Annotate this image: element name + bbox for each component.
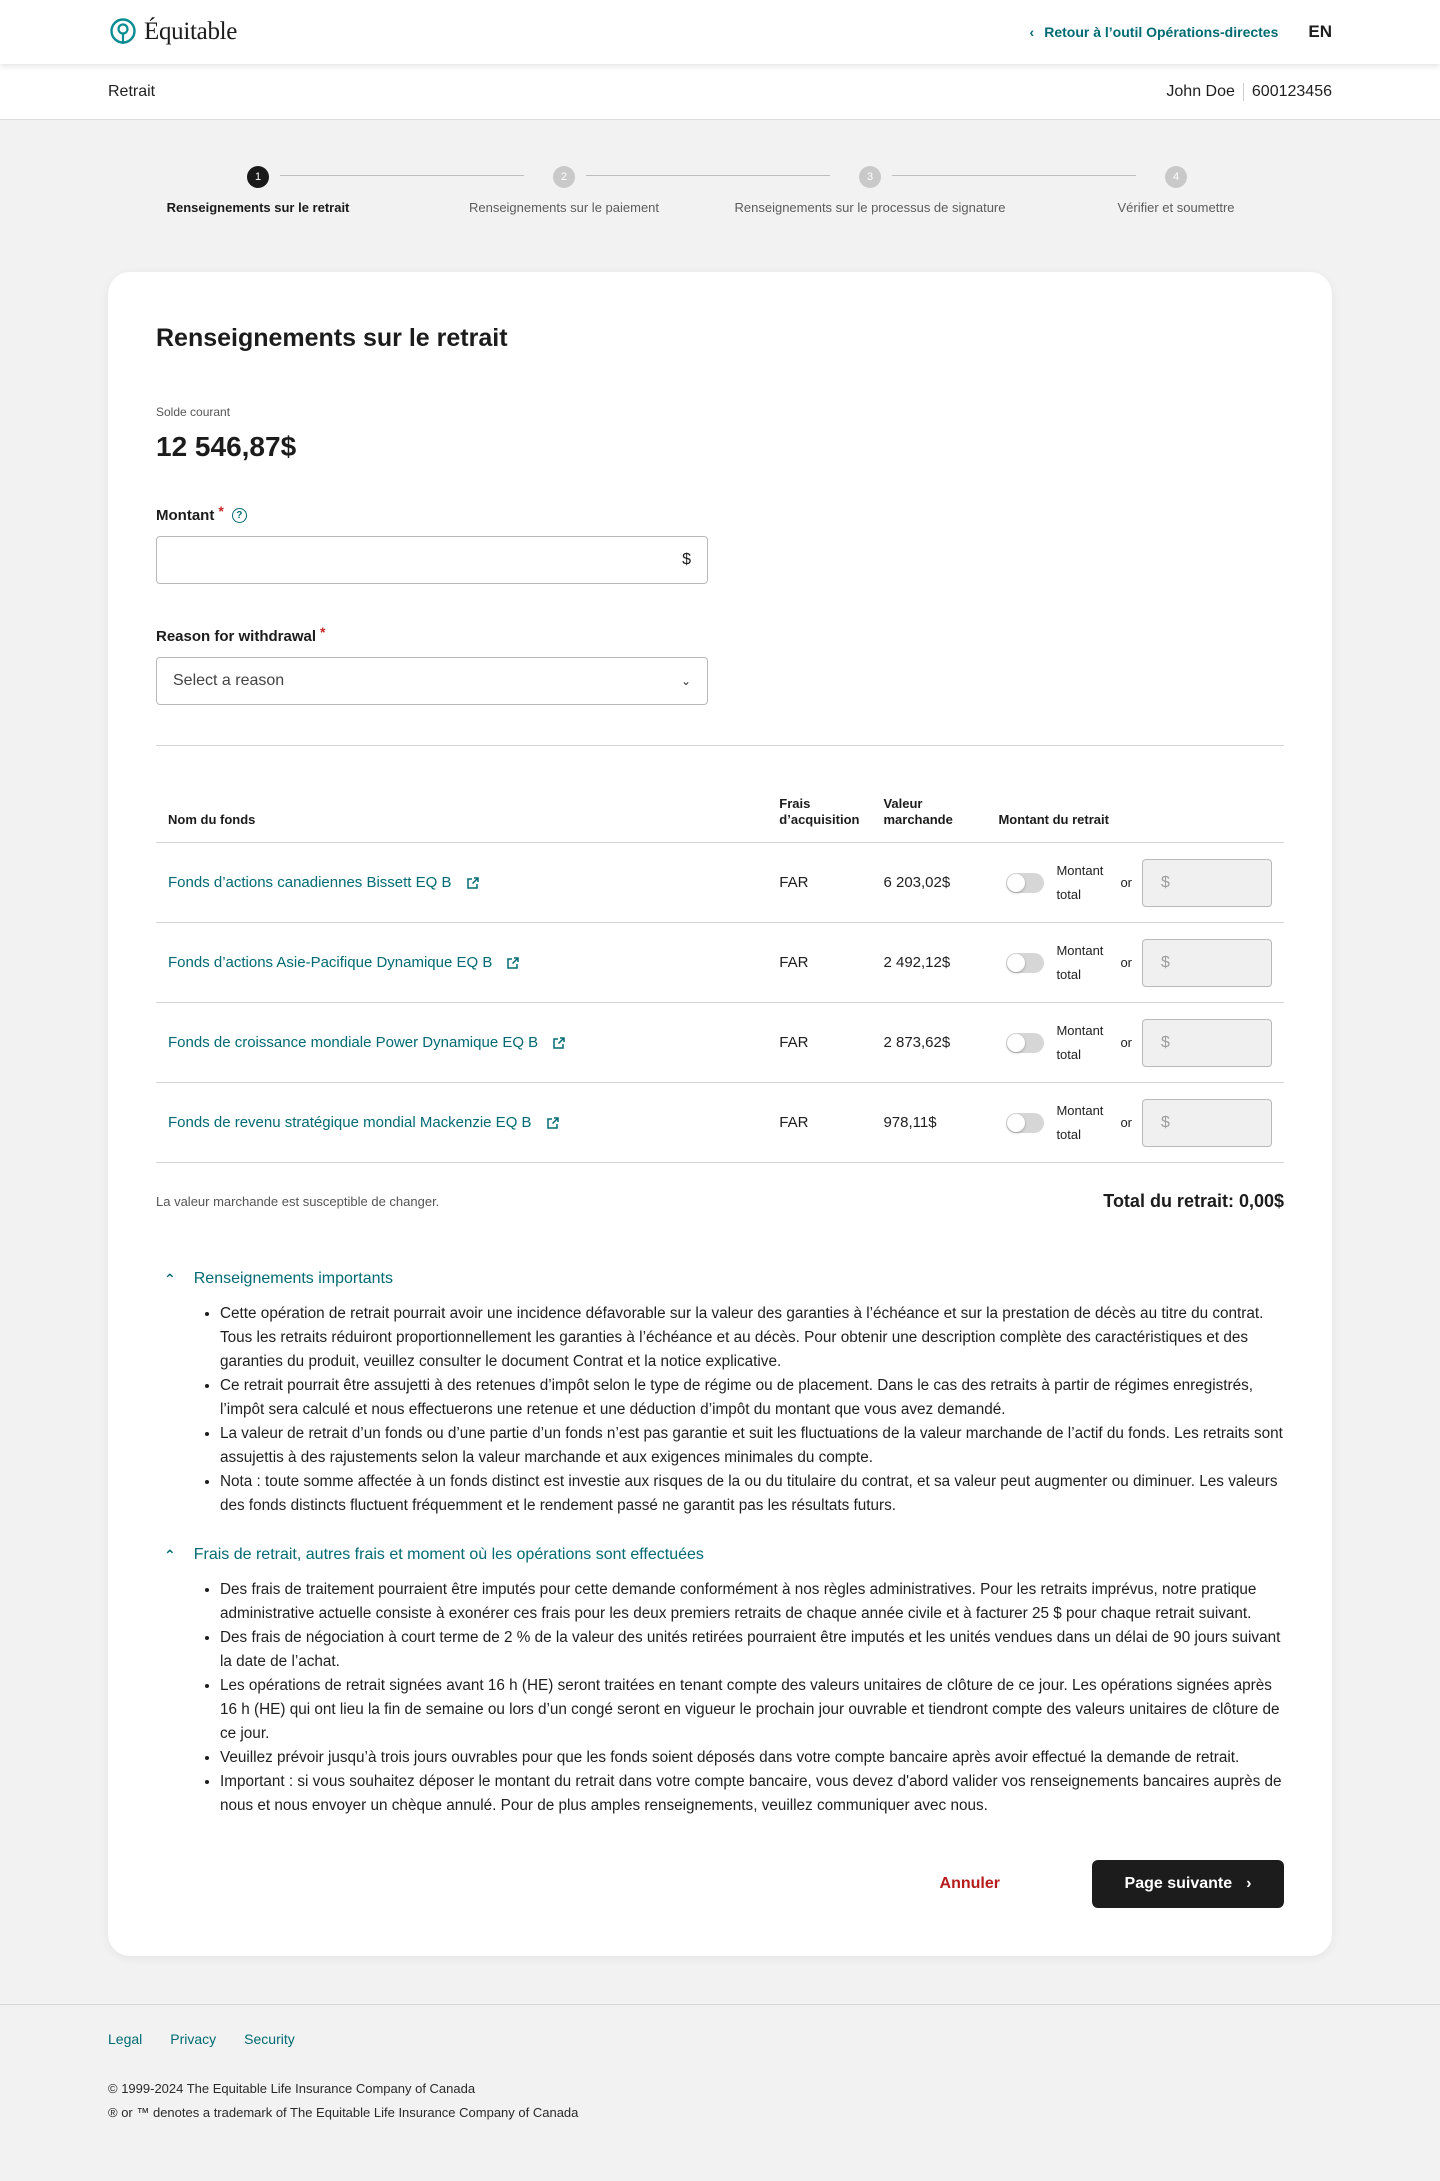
market-value-cell: 978,11$ — [871, 1083, 986, 1163]
col-withdrawal-amount: Montant du retrait — [986, 796, 1284, 843]
important-info-accordion — [156, 1270, 1284, 1518]
user-name: John Doe — [1166, 83, 1244, 101]
amount-label-text: Montant — [156, 507, 215, 524]
accordion-content — [156, 1302, 1284, 1518]
fund-link[interactable] — [168, 1114, 560, 1131]
fees-cell: FAR — [767, 923, 871, 1003]
next-page-button[interactable] — [1092, 1860, 1284, 1908]
funds-table — [156, 796, 1284, 1163]
brand-name: Équitable — [144, 18, 238, 45]
step-label: Renseignements sur le paiement — [468, 200, 660, 215]
reason-label-text: Reason for withdrawal — [156, 628, 317, 645]
form-title: Renseignements sur le retrait — [156, 324, 508, 352]
fund-name-cell — [156, 1003, 767, 1083]
toggle-label: Montant total — [1056, 942, 1104, 982]
chevron-right-icon: › — [1246, 1875, 1252, 1892]
full-amount-toggle[interactable] — [1006, 873, 1044, 893]
list-item: • La valeur de retrait d’un fonds ou d’une partie d’un fonds n’est pas garantie et suit les fluctuations de la valeur marchande de l’actif du fonds. Les retraits sont assujettis à des rajustements selon la valeur marchande et aux exigences minimales du compte. — [220, 1422, 1284, 1470]
amount-label — [156, 502, 1284, 524]
step-number: 2 — [553, 166, 575, 188]
table-row — [156, 843, 1284, 923]
amount-input[interactable] — [173, 551, 639, 569]
top-header-actions — [1030, 22, 1332, 42]
step-number: 4 — [1165, 166, 1187, 188]
reason-label — [156, 623, 1284, 645]
step-number: 3 — [859, 166, 881, 188]
fund-amount-input[interactable]: $ — [1142, 859, 1272, 907]
list-item: • Veuillez prévoir jusqu’à trois jours ouvrables pour que les fonds soient déposés dans votre compte bancaire après avoir effectué la demande de retrait. — [220, 1746, 1284, 1770]
amount-controls — [998, 859, 1272, 907]
language-switch[interactable]: EN — [1308, 22, 1332, 41]
full-amount-toggle[interactable] — [1006, 953, 1044, 973]
fund-link[interactable] — [168, 874, 480, 891]
withdrawal-total: Total du retrait: 0,00$ — [1103, 1191, 1284, 1211]
fees-cell: FAR — [767, 1083, 871, 1163]
list-item: • Des frais de négociation à court terme de 2 % de la valeur des unités retirées pourraient être imputés et les unités vendues dans un délai de 90 jours suivant la date de l’achat. — [220, 1626, 1284, 1674]
fund-name-cell — [156, 923, 767, 1003]
table-row — [156, 1003, 1284, 1083]
progress-stepper — [108, 120, 1332, 272]
chevron-up-icon: ⌃ — [164, 1546, 176, 1563]
external-link-icon — [466, 876, 480, 890]
chevron-up-icon: ⌃ — [164, 1270, 176, 1287]
or-label: or — [1120, 875, 1132, 890]
table-row — [156, 923, 1284, 1003]
step-number: 1 — [247, 166, 269, 188]
back-link-label: Retour à l’outil Opérations-directes — [1044, 24, 1279, 40]
sub-header — [0, 64, 1440, 120]
withdrawal-amount-cell — [986, 1003, 1284, 1083]
accordion-content — [156, 1578, 1284, 1818]
market-value-cell: 2 873,62$ — [871, 1003, 986, 1083]
fund-link[interactable] — [168, 954, 520, 971]
withdrawal-amount-cell — [986, 923, 1284, 1003]
fund-name: Fonds de revenu stratégique mondial Mackenzie EQ B — [168, 1114, 532, 1131]
amount-field-group — [156, 502, 1284, 584]
accordion-title: Renseignements importants — [193, 1270, 393, 1287]
or-label: or — [1120, 955, 1132, 970]
fund-name: Fonds de croissance mondiale Power Dynamique EQ B — [168, 1034, 539, 1051]
reason-select-value: Select a reason — [173, 672, 285, 689]
reason-select[interactable] — [156, 657, 708, 705]
footer-links — [108, 2031, 1332, 2047]
brand-logo[interactable] — [108, 17, 237, 47]
account-number: 600123456 — [1251, 82, 1332, 100]
fees-cell: FAR — [767, 843, 871, 923]
toggle-label: Montant total — [1056, 1102, 1104, 1142]
accordion-toggle[interactable] — [156, 1546, 1284, 1564]
copyright — [108, 2077, 1332, 2125]
required-marker: * — [320, 623, 326, 640]
col-fund-name: Nom du fonds — [156, 796, 767, 843]
form-actions — [156, 1860, 1284, 1908]
full-amount-toggle[interactable] — [1006, 1113, 1044, 1133]
step-label: Renseignements sur le retrait — [166, 200, 350, 215]
full-amount-toggle[interactable] — [1006, 1033, 1044, 1053]
withdrawal-form-card — [108, 272, 1332, 1956]
balance-label: Solde courant — [156, 405, 231, 419]
amount-input-box — [156, 536, 708, 584]
market-value-cell: 6 203,02$ — [871, 843, 986, 923]
table-header-row — [156, 796, 1284, 843]
col-fees: Frais d’acquisition — [767, 796, 871, 843]
external-link-icon — [552, 1036, 566, 1050]
trademark-line: ® or ™ denotes a trademark of The Equitable Life Insurance Company of Canada — [108, 2105, 579, 2120]
or-label: or — [1120, 1035, 1132, 1050]
step-label: Renseignements sur le processus de signature — [734, 200, 1006, 215]
section-divider — [156, 745, 1284, 746]
step-3 — [720, 166, 1020, 215]
accordion-title: Frais de retrait, autres frais et moment où les opérations sont effectuées — [193, 1546, 704, 1563]
fund-name-cell — [156, 1083, 767, 1163]
fund-name: Fonds d’actions canadiennes Bissett EQ B — [168, 874, 452, 891]
reason-field-group — [156, 623, 1284, 705]
list-item: • Nota : toute somme affectée à un fonds distinct est investie aux risques de la ou du titulaire du contrat, et sa valeur peut augmenter ou diminuer. Les valeurs des fonds distincts fluctuent fréquemment et le rendement passé ne garantit pas les résultats futurs. — [220, 1470, 1284, 1518]
footer-link-legal[interactable]: Legal — [108, 2031, 143, 2047]
table-row — [156, 1083, 1284, 1163]
withdrawal-amount-cell — [986, 843, 1284, 923]
footer-link-privacy[interactable]: Privacy — [170, 2031, 217, 2047]
footer-link-security[interactable]: Security — [244, 2031, 295, 2047]
market-value-cell: 2 492,12$ — [871, 923, 986, 1003]
step-label: Vérifier et soumettre — [1117, 200, 1235, 215]
page-footer — [0, 2004, 1440, 2161]
fund-link[interactable] — [168, 1034, 566, 1051]
toggle-label: Montant total — [1056, 862, 1104, 902]
user-info — [1166, 83, 1332, 101]
or-label: or — [1120, 1115, 1132, 1130]
logo-pin-icon — [108, 17, 138, 47]
currency-suffix: $ — [682, 551, 691, 568]
top-header — [0, 0, 1440, 64]
fund-name-cell — [156, 843, 767, 923]
fund-name: Fonds d’actions Asie-Pacifique Dynamique EQ B — [168, 954, 493, 971]
next-page-label: Page suivante — [1124, 1875, 1233, 1892]
list-item: • Les opérations de retrait signées avant 16 h (HE) seront traitées en tenant compte des valeurs unitaires de clôture de ce jour. Les opérations signées après 16 h (HE) qui ont lieu la fin de semaine ou lors d’un congé seront en vigueur le prochain jour ouvrable et tiendront compte des valeurs unitaires de clôture de ce jour. — [220, 1674, 1284, 1746]
page-section-title: Retrait — [108, 82, 156, 100]
fund-amount-input[interactable]: $ — [1142, 1019, 1272, 1067]
copyright-line: © 1999-2024 The Equitable Life Insurance Company of Canada — [108, 2081, 476, 2096]
cancel-button[interactable]: Annuler — [939, 1875, 1000, 1892]
step-2 — [414, 166, 714, 215]
list-item: • Des frais de traitement pourraient être imputés pour cette demande conformément à nos règles administratives. Pour les retraits imprévus, notre pratique administrative actuelle consiste à exonérer ces frais pour les deux premiers retraits de chaque année civile et à facturer 25 $ pour chaque retrait suivant. — [220, 1578, 1284, 1626]
help-icon[interactable]: ? — [232, 508, 247, 523]
amount-controls — [998, 1019, 1272, 1067]
required-marker: * — [218, 502, 224, 519]
fees-cell: FAR — [767, 1003, 871, 1083]
accordion-toggle[interactable] — [156, 1270, 1284, 1288]
fees-info-accordion — [156, 1546, 1284, 1818]
step-4 — [1026, 166, 1326, 215]
amount-controls — [998, 1099, 1272, 1147]
list-item: • Cette opération de retrait pourrait avoir une incidence défavorable sur la valeur des garanties à l’échéance et sur la prestation de décès au titre du contrat. Tous les retraits réduiront proportionnellement les garanties à l’échéance et au décès. Pour obtenir une description complète des caractéristiques et des garanties du produit, veuillez consulter le document Contrat et la notice explicative. — [220, 1302, 1284, 1374]
market-value-note: La valeur marchande est susceptible de changer. — [156, 1194, 440, 1209]
balance-value: 12 546,87$ — [156, 431, 297, 462]
fund-amount-input[interactable]: $ — [1142, 1099, 1272, 1147]
withdrawal-amount-cell — [986, 1083, 1284, 1163]
amount-controls — [998, 939, 1272, 987]
back-to-tool-link[interactable] — [1030, 24, 1279, 40]
chevron-down-icon: ⌄ — [680, 674, 691, 688]
list-item: • Ce retrait pourrait être assujetti à des retenues d’impôt selon le type de régime ou de placement. Dans le cas des retraits à partir de régimes enregistrés, l’impôt sera calculé et nous effectuerons une retenue et une déduction d’impôt du montant que vous avez demandé. — [220, 1374, 1284, 1422]
list-item: • Important : si vous souhaitez déposer le montant du retrait dans votre compte bancaire, vous devez d'abord valider vos renseignements bancaires auprès de nous et nous envoyer un chèque annulé. Pour de plus amples renseignements, veuillez communiquer avec nous. — [220, 1770, 1284, 1818]
table-footer — [156, 1191, 1284, 1212]
external-link-icon — [506, 956, 520, 970]
external-link-icon — [546, 1116, 560, 1130]
chevron-left-icon: ‹ — [1029, 24, 1035, 40]
toggle-label: Montant total — [1056, 1022, 1104, 1062]
step-1 — [108, 166, 408, 215]
fund-amount-input[interactable]: $ — [1142, 939, 1272, 987]
col-market-value: Valeur marchande — [871, 796, 986, 843]
